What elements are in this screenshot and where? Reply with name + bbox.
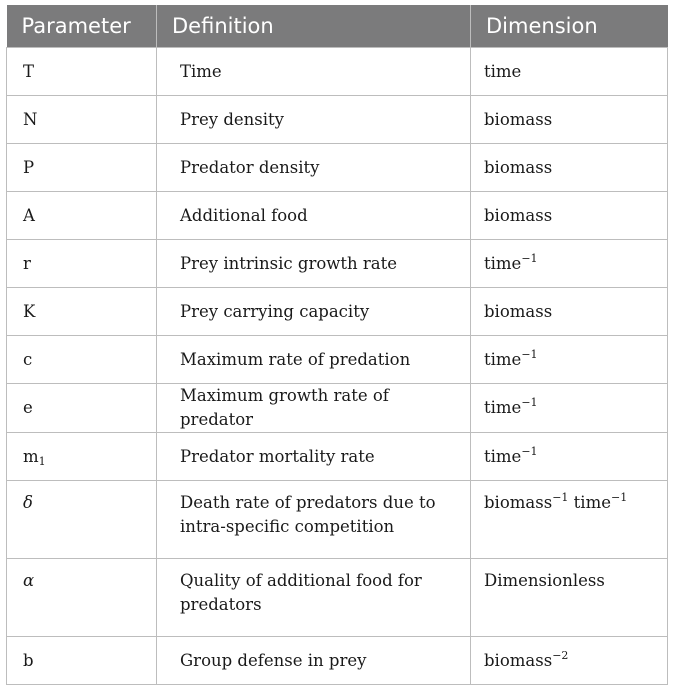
parameter-symbol: A [23, 205, 35, 225]
parameter-symbol: δ [23, 493, 33, 512]
dimension-unit: time [484, 349, 522, 369]
dimension-unit: time [484, 61, 522, 81]
parameter-table [6, 5, 668, 685]
parameter-symbol: c [23, 349, 33, 369]
parameter-cell [7, 384, 157, 433]
parameter-cell [7, 288, 157, 336]
dimension-cell [471, 637, 668, 685]
table-row [7, 144, 668, 192]
definition-cell: Quality of additional food for predators [157, 559, 471, 637]
header-dimension: Dimension [471, 5, 668, 48]
dimension-unit: Dimensionless [484, 571, 605, 590]
parameter-cell [7, 96, 157, 144]
dimension-unit: time [484, 253, 522, 273]
dimension-unit: biomass [484, 493, 553, 512]
table-row [7, 433, 668, 481]
table-row [7, 559, 668, 637]
dimension-exponent: −1 [521, 347, 538, 361]
definition-cell: Time [157, 48, 471, 96]
table-body [7, 48, 668, 685]
definition-cell: Predator mortality rate [157, 433, 471, 481]
parameter-cell [7, 433, 157, 481]
parameter-cell [7, 240, 157, 288]
dimension-unit: biomass [484, 205, 553, 225]
dimension-cell [471, 48, 668, 96]
parameter-cell [7, 481, 157, 559]
table-row [7, 96, 668, 144]
parameter-symbol: N [23, 109, 38, 129]
dimension-cell [471, 559, 668, 637]
dimension-exponent-secondary: −1 [611, 491, 628, 504]
dimension-exponent: −1 [552, 491, 569, 504]
table-row [7, 192, 668, 240]
parameter-subscript: 1 [38, 454, 46, 468]
header-parameter: Parameter [7, 5, 157, 48]
dimension-cell [471, 433, 668, 481]
parameter-symbol: α [23, 571, 35, 590]
table-row [7, 288, 668, 336]
parameter-cell [7, 144, 157, 192]
parameter-symbol: P [23, 157, 35, 177]
definition-cell: Additional food [157, 192, 471, 240]
table-row [7, 336, 668, 384]
parameter-symbol: m [23, 446, 39, 466]
dimension-unit: time [484, 446, 522, 466]
dimension-exponent: −2 [552, 648, 569, 662]
dimension-cell [471, 384, 668, 433]
definition-cell: Predator density [157, 144, 471, 192]
dimension-cell [471, 240, 668, 288]
dimension-cell [471, 336, 668, 384]
dimension-unit: time [484, 398, 522, 417]
table-header [7, 5, 668, 48]
parameter-cell [7, 336, 157, 384]
definition-cell: Group defense in prey [157, 637, 471, 685]
definition-cell: Prey intrinsic growth rate [157, 240, 471, 288]
dimension-exponent: −1 [521, 251, 538, 265]
dimension-unit-secondary: time [568, 493, 611, 512]
header-definition: Definition [157, 5, 471, 48]
parameter-cell [7, 559, 157, 637]
table-row [7, 481, 668, 559]
header-row [7, 5, 668, 48]
dimension-cell [471, 192, 668, 240]
table-row [7, 637, 668, 685]
dimension-exponent: −1 [521, 444, 538, 458]
dimension-cell [471, 96, 668, 144]
definition-cell: Prey carrying capacity [157, 288, 471, 336]
table-row [7, 48, 668, 96]
parameter-cell [7, 192, 157, 240]
dimension-cell [471, 288, 668, 336]
parameter-symbol: r [23, 253, 31, 273]
parameter-symbol: K [23, 301, 36, 321]
definition-cell: Maximum growth rate of predator [157, 384, 471, 433]
definition-cell: Death rate of predators due to intra-specific competition [157, 481, 471, 559]
dimension-cell [471, 144, 668, 192]
table-row [7, 240, 668, 288]
parameter-table-container [6, 5, 667, 685]
dimension-unit: biomass [484, 109, 553, 129]
dimension-unit: biomass [484, 157, 553, 177]
parameter-symbol: T [23, 61, 35, 81]
dimension-cell [471, 481, 668, 559]
definition-cell: Maximum rate of predation [157, 336, 471, 384]
definition-cell: Prey density [157, 96, 471, 144]
parameter-symbol: e [23, 398, 33, 417]
dimension-unit: biomass [484, 650, 553, 670]
dimension-unit: biomass [484, 301, 553, 321]
dimension-exponent: −1 [521, 396, 538, 409]
table-row [7, 384, 668, 433]
parameter-cell [7, 637, 157, 685]
parameter-cell [7, 48, 157, 96]
parameter-symbol: b [23, 650, 34, 670]
